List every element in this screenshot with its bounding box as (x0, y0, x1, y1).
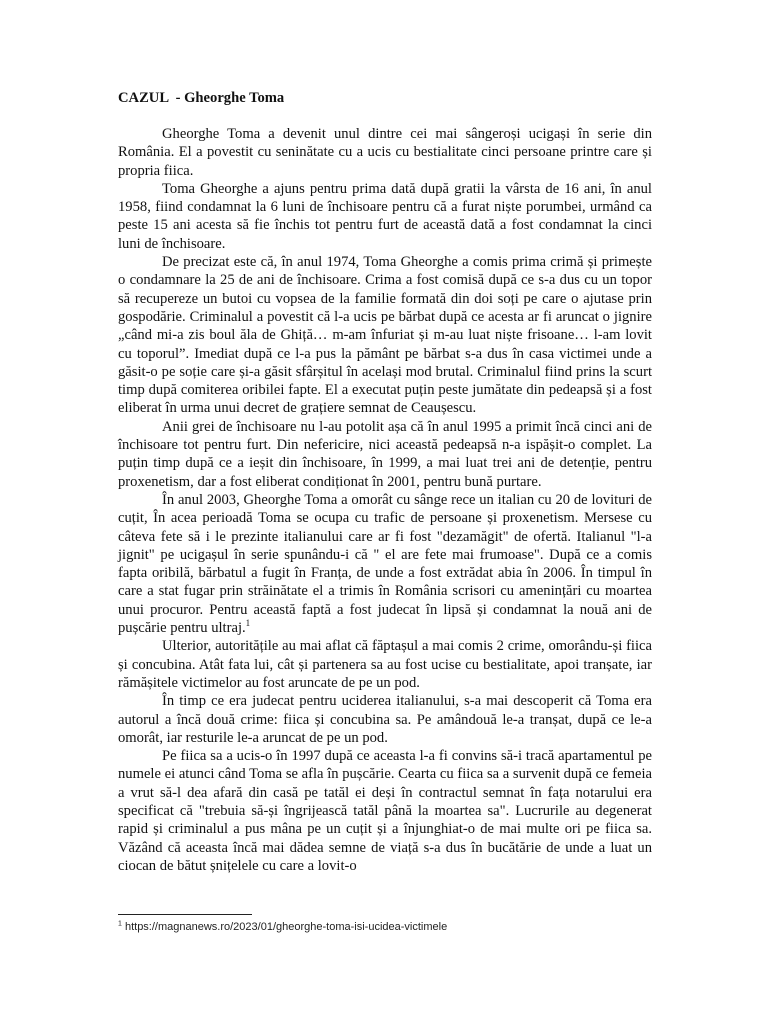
footnote-reference[interactable]: 1 (245, 618, 251, 629)
footnote-number: 1 (118, 920, 122, 928)
paragraph: Gheorghe Toma a devenit unul dintre cei mai sângeroși ucigași în serie din România. El a povestit cu seninătate cu a ucis cu bestialitate cinci persoane printre care și propria fiica. (118, 126, 652, 179)
paragraph-text: În anul 2003, Gheorghe Toma a omorât cu sânge rece un italian cu 20 de lovituri de cuțit, În acea perioadă Toma se ocupa cu trafic de persoane și proxenetism. Mersese cu câteva fete să i le prezinte italianului care ar fi fost "dezamăgit" de ofertă. Italianul "l-a jignit" pe ucigașul în serie spunându-i că " el are fete mai frumoase". După ce a comis fapta oribilă, bărbatul a fugit în Franța, de unde a fost extrădat abia în 2006. În timpul în care a stat fugar prin străinătate el a trimis în România scrisori cu amenințări cu moartea unui procuror. Pentru această faptă a fost judecat în lipsă și condamnat la nouă ani de pușcărie pentru ultraj. (118, 491, 652, 637)
paragraph: Ulterior, autoritățile au mai aflat că făptașul a mai comis 2 crime, omorându-și fiica și concubina. Atât fata lui, cât și partenera sa au fost ucise cu bestialitate, apoi tranșate, iar rămășitele victimelor au fost aruncate de pe un pod. (118, 638, 652, 691)
document-title: CAZUL - Gheorghe Toma (118, 90, 285, 106)
document-body (118, 125, 652, 875)
paragraph: Toma Gheorghe a ajuns pentru prima dată după gratii la vârsta de 16 ani, în anul 1958, fiind condamnat la 6 luni de închisoare pentru că a furat niște porumbei, urmând ca peste 15 ani acesta să fie închis tot pentru furt de această dată a fost condamnat la cinci luni de închisoare. (118, 180, 652, 252)
paragraph: De precizat este că, în anul 1974, Toma Gheorghe a comis prima crimă și primește o condamnare la 25 de ani de închisoare. Crima a fost comisă după ce s-a dus cu un topor să recupereze un butoi cu vopsea de la familie formată din doi soți pe care o ajutase prin gospodărie. Criminalul a povestit că l-a ucis pe bărbat după ce acesta ar fi aruncat o jignire „când mi-a zis boul ăla de Ghiță… m-am înfuriat și m-au luat niște frisoane… l-am lovit cu toporul”. Imediat după ce l-a pus la pământ pe bărbat s-a dus în casa victimei unde a găsit-o pe soție care și-a găsit sfârșitul în același mod brutal. Criminalul fiind prins la scurt timp după comiterea oribilei fapte. El a executat puțin peste jumătate din pedeapsă și a fost eliberat în urma unui decret de grațiere semnat de Ceaușescu. (118, 254, 652, 417)
footnote-divider (118, 914, 252, 915)
paragraph (118, 491, 652, 637)
paragraph: Anii grei de închisoare nu l-au potolit așa că în anul 1995 a primit încă cinci ani de închisoare tot pentru furt. Din nefericire, nici această pedeapsă n-a ispășit-o complet. La puțin timp după ce a ieșit din închisoare, în 1999, a mai luat trei ani de detenție, pentru proxenetism, dar a fost eliberat condiționat în 2001, pentru bună purtare. (118, 418, 652, 490)
paragraph: Pe fiica sa a ucis-o în 1997 după ce aceasta l-a fi convins să-i tracă apartamentul pe numele ei atunci când Toma se afla în pușcărie. Cearta cu fiica sa a survenit după ce femeia a vrut să-l dea afară din casă pe tatăl ei deși în contractul semnat în fața notarului era specificat că "trebuia să-și îngrijească tatăl până la moartea sa". Lucrurile au degenerat rapid și criminalul a pus mâna pe un cuțit și a înjunghiat-o de mai multe ori pe fiica sa. Văzând că aceasta încă mai dădea semne de viață s-a dus în bucătărie de unde a luat un ciocan de bătut șnițelele cu care a lovit-o (118, 748, 652, 874)
footnote-link[interactable]: https://magnanews.ro/2023/01/gheorghe-toma-isi-ucidea-victimele (121, 921, 448, 933)
footnote (118, 920, 447, 934)
paragraph: În timp ce era judecat pentru uciderea italianului, s-a mai descoperit că Toma era autorul a încă două crime: fiica și concubina sa. Pe amândouă le-a tranșat, după ce le-a omorât, iar resturile le-a aruncat de pe un pod. (118, 693, 652, 746)
